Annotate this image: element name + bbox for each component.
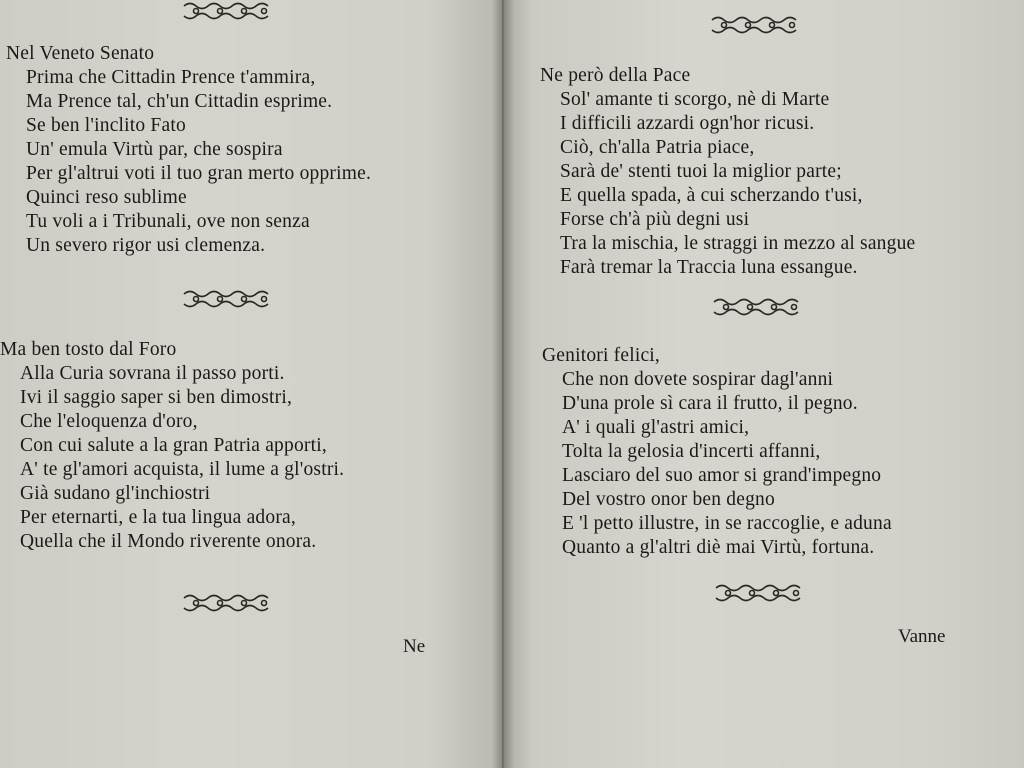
verse-line: Forse ch'à più degni usi — [560, 209, 750, 230]
verse-line: Che non dovete sospirar dagl'anni — [562, 369, 834, 390]
verse-line: Ne però della Pace — [540, 65, 691, 86]
catchword-right: Vanne — [898, 626, 946, 647]
verse-line: Tolta la gelosia d'incerti affanni, — [562, 441, 821, 462]
verse-line: Prima che Cittadin Prence t'ammira, — [26, 67, 316, 88]
ornament-top-left — [180, 0, 276, 24]
verse-line: D'una prole sì cara il frutto, il pegno. — [562, 393, 858, 414]
verse-line: Già sudano gl'inchiostri — [20, 483, 211, 504]
verse-line: Alla Curia sovrana il passo porti. — [20, 363, 285, 384]
stanza-left-1 — [6, 42, 371, 258]
verse-line: Nel Veneto Senato — [6, 43, 155, 64]
verse-line: I difficili azzardi ogn'hor ricusi. — [560, 113, 815, 134]
verse-line: Se ben l'inclito Fato — [26, 115, 186, 136]
verse-line: Lasciaro del suo amor si grand'impegno — [562, 465, 882, 486]
catchword-left: Ne — [403, 636, 426, 657]
stanza-right-2 — [542, 344, 892, 560]
verse-line: Per eternarti, e la tua lingua adora, — [20, 507, 296, 528]
verse-line: Quanto a gl'altri diè mai Virtù, fortuna. — [562, 537, 875, 558]
verse-line: Ma Prence tal, ch'un Cittadin esprime. — [26, 91, 333, 112]
verse-line: Tu voli a i Tribunali, ove non senza — [26, 211, 310, 232]
ornament-bottom-left — [180, 592, 276, 616]
book-gutter — [492, 0, 514, 768]
verse-line: Tra la mischia, le straggi in mezzo al sangue — [560, 233, 916, 254]
ornament-top-right — [708, 14, 804, 38]
stanza-left-2 — [0, 338, 344, 554]
ornament-mid-right — [710, 296, 806, 320]
verse-line: A' te gl'amori acquista, il lume a gl'ostri. — [20, 459, 345, 480]
verse-line: Sol' amante ti scorgo, nè di Marte — [560, 89, 830, 110]
verse-line: Ivi il saggio saper si ben dimostri, — [20, 387, 293, 408]
left-page — [0, 0, 502, 768]
verse-line: Genitori felici, — [542, 345, 660, 366]
verse-line: Ma ben tosto dal Foro — [0, 339, 177, 360]
verse-line: Un severo rigor usi clemenza. — [26, 235, 266, 256]
ornament-bottom-right — [712, 582, 808, 606]
verse-line: Farà tremar la Traccia luna essangue. — [560, 257, 858, 278]
verse-line: Del vostro onor ben degno — [562, 489, 775, 510]
verse-line: Che l'eloquenza d'oro, — [20, 411, 198, 432]
verse-line: A' i quali gl'astri amici, — [562, 417, 750, 438]
ornament-mid-left — [180, 288, 276, 312]
stanza-right-1 — [540, 64, 915, 280]
verse-line: Con cui salute a la gran Patria apporti, — [20, 435, 327, 456]
verse-line: Sarà de' stenti tuoi la miglior parte; — [560, 161, 842, 182]
verse-line: Quinci reso sublime — [26, 187, 187, 208]
verse-line: Per gl'altrui voti il tuo gran merto opprime. — [26, 163, 372, 184]
verse-line: E quella spada, à cui scherzando t'usi, — [560, 185, 863, 206]
verse-line: E 'l petto illustre, in se raccoglie, e aduna — [562, 513, 892, 534]
verse-line: Quella che il Mondo riverente onora. — [20, 531, 317, 552]
verse-line: Un' emula Virtù par, che sospira — [26, 139, 283, 160]
verse-line: Ciò, ch'alla Patria piace, — [560, 137, 755, 158]
right-page — [502, 0, 1024, 768]
